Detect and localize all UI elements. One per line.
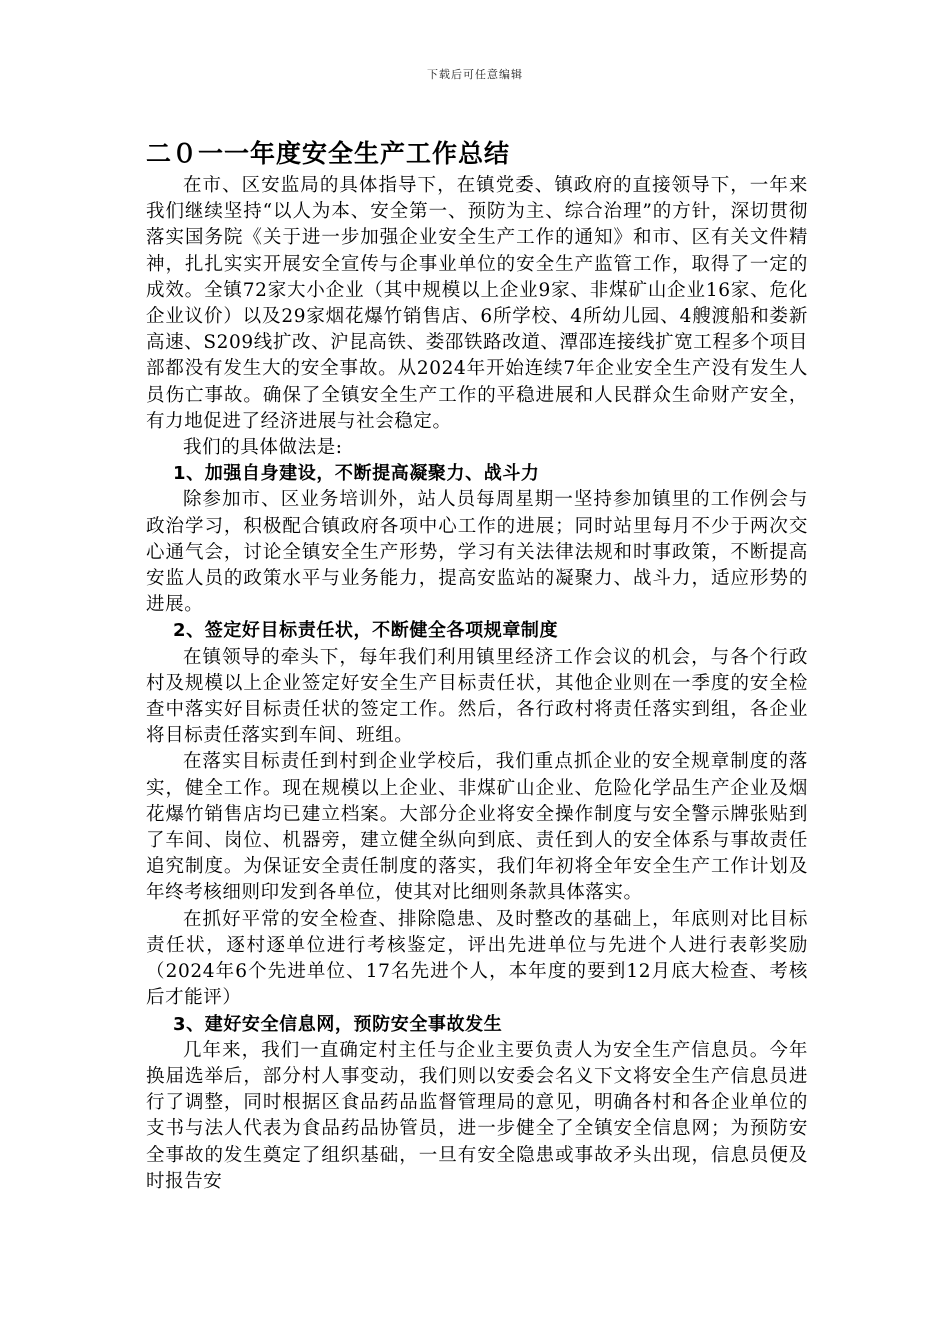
- document-body: [146, 173, 808, 1195]
- section-2-paragraph-3: 在抓好平常的安全检查、排除隐患、及时整改的基础上，年底则对比目标责任状，逐村逐单位进行考核鉴定，评出先进单位与先进个人进行表彰奖励（2024年6个先进单位、17名先进个人，本年度的要到12月底大检查、考核后才能评）: [146, 908, 808, 1009]
- section-heading-1: 1、加强自身建设，不断提高凝聚力、战斗力: [173, 463, 540, 485]
- header-note: 下载后可任意编辑: [427, 68, 523, 81]
- section-2-paragraph-2: 在落实目标责任到村到企业学校后，我们重点抓企业的安全规章制度的落实，健全工作。现在规模以上企业、非煤矿山企业、危险化学品生产企业及烟花爆竹销售店均已建立档案。大部分企业将安全操作制度与安全警示牌张贴到了车间、岗位、机器旁，建立健全纵向到底、责任到人的安全体系与事故责任追究制度。为保证安全责任制度的落实，我们年初将全年安全生产工作计划及年终考核细则印发到各单位，使其对比细则条款具体落实。: [146, 751, 808, 904]
- section-heading-3: 3、建好安全信息网，预防安全事故发生: [173, 1013, 503, 1035]
- document-title: 二０一一年度安全生产工作总结: [146, 139, 511, 168]
- intro-paragraph: 在市、区安监局的具体指导下，在镇党委、镇政府的直接领导下，一年来我们继续坚持“以人为本、安全第一、预防为主、综合治理”的方针，深切贯彻落实国务院《关于进一步加强企业安全生产工作的通知》和市、区有关文件精神，扎扎实实开展安全宣传与企事业单位的安全生产监管工作，取得了一定的成效。全镇72家大小企业（其中规模以上企业9家、非煤矿山企业16家、危化企业议价）以及29家烟花爆竹销售店、6所学校、4所幼儿园、4艘渡船和娄新高速、S209线扩改、沪昆高铁、娄邵铁路改道、潭邵连接线扩宽工程多个项目部都没有发生大的安全事故。从2024年开始连续7年企业安全生产没有发生人员伤亡事故。确保了全镇安全生产工作的平稳进展和人民群众生命财产安全，有力地促进了经济进展与社会稳定。: [146, 175, 808, 432]
- section-1-paragraph-1: 除参加市、区业务培训外，站人员每周星期一坚持参加镇里的工作例会与政治学习，积极配合镇政府各项中心工作的进展；同时站里每月不少于两次交心通气会，讨论全镇安全生产形势，学习有关法律法规和时事政策，不断提高安监人员的政策水平与业务能力，提高安监站的凝聚力、战斗力，适应形势的进展。: [146, 489, 808, 616]
- section-3-paragraph-1: 几年来，我们一直确定村主任与企业主要负责人为安全生产信息员。今年换届选举后，部分村人事变动，我们则以安委会名义下文将安全生产信息员进行了调整，同时根据区食品药品监督管理局的意见，明确各村和各企业单位的支书与法人代表为食品药品协管员，进一步健全了全镇安全信息网；为预防安全事故的发生奠定了组织基础，一旦有安全隐患或事故矛头出现，信息员便及时报告安: [146, 1039, 808, 1192]
- method-intro: 我们的具体做法是:: [183, 437, 343, 459]
- section-heading-2: 2、签定好目标责任状，不断健全各项规章制度: [173, 620, 559, 642]
- section-2-paragraph-1: 在镇领导的牵头下，每年我们利用镇里经济工作会议的机会，与各个行政村及规模以上企业签定好安全生产目标责任状，其他企业则在一季度的安全检查中落实好目标责任状的签定工作。然后，各行政村将责任落实到组，各企业将目标责任落实到车间、班组。: [146, 646, 808, 747]
